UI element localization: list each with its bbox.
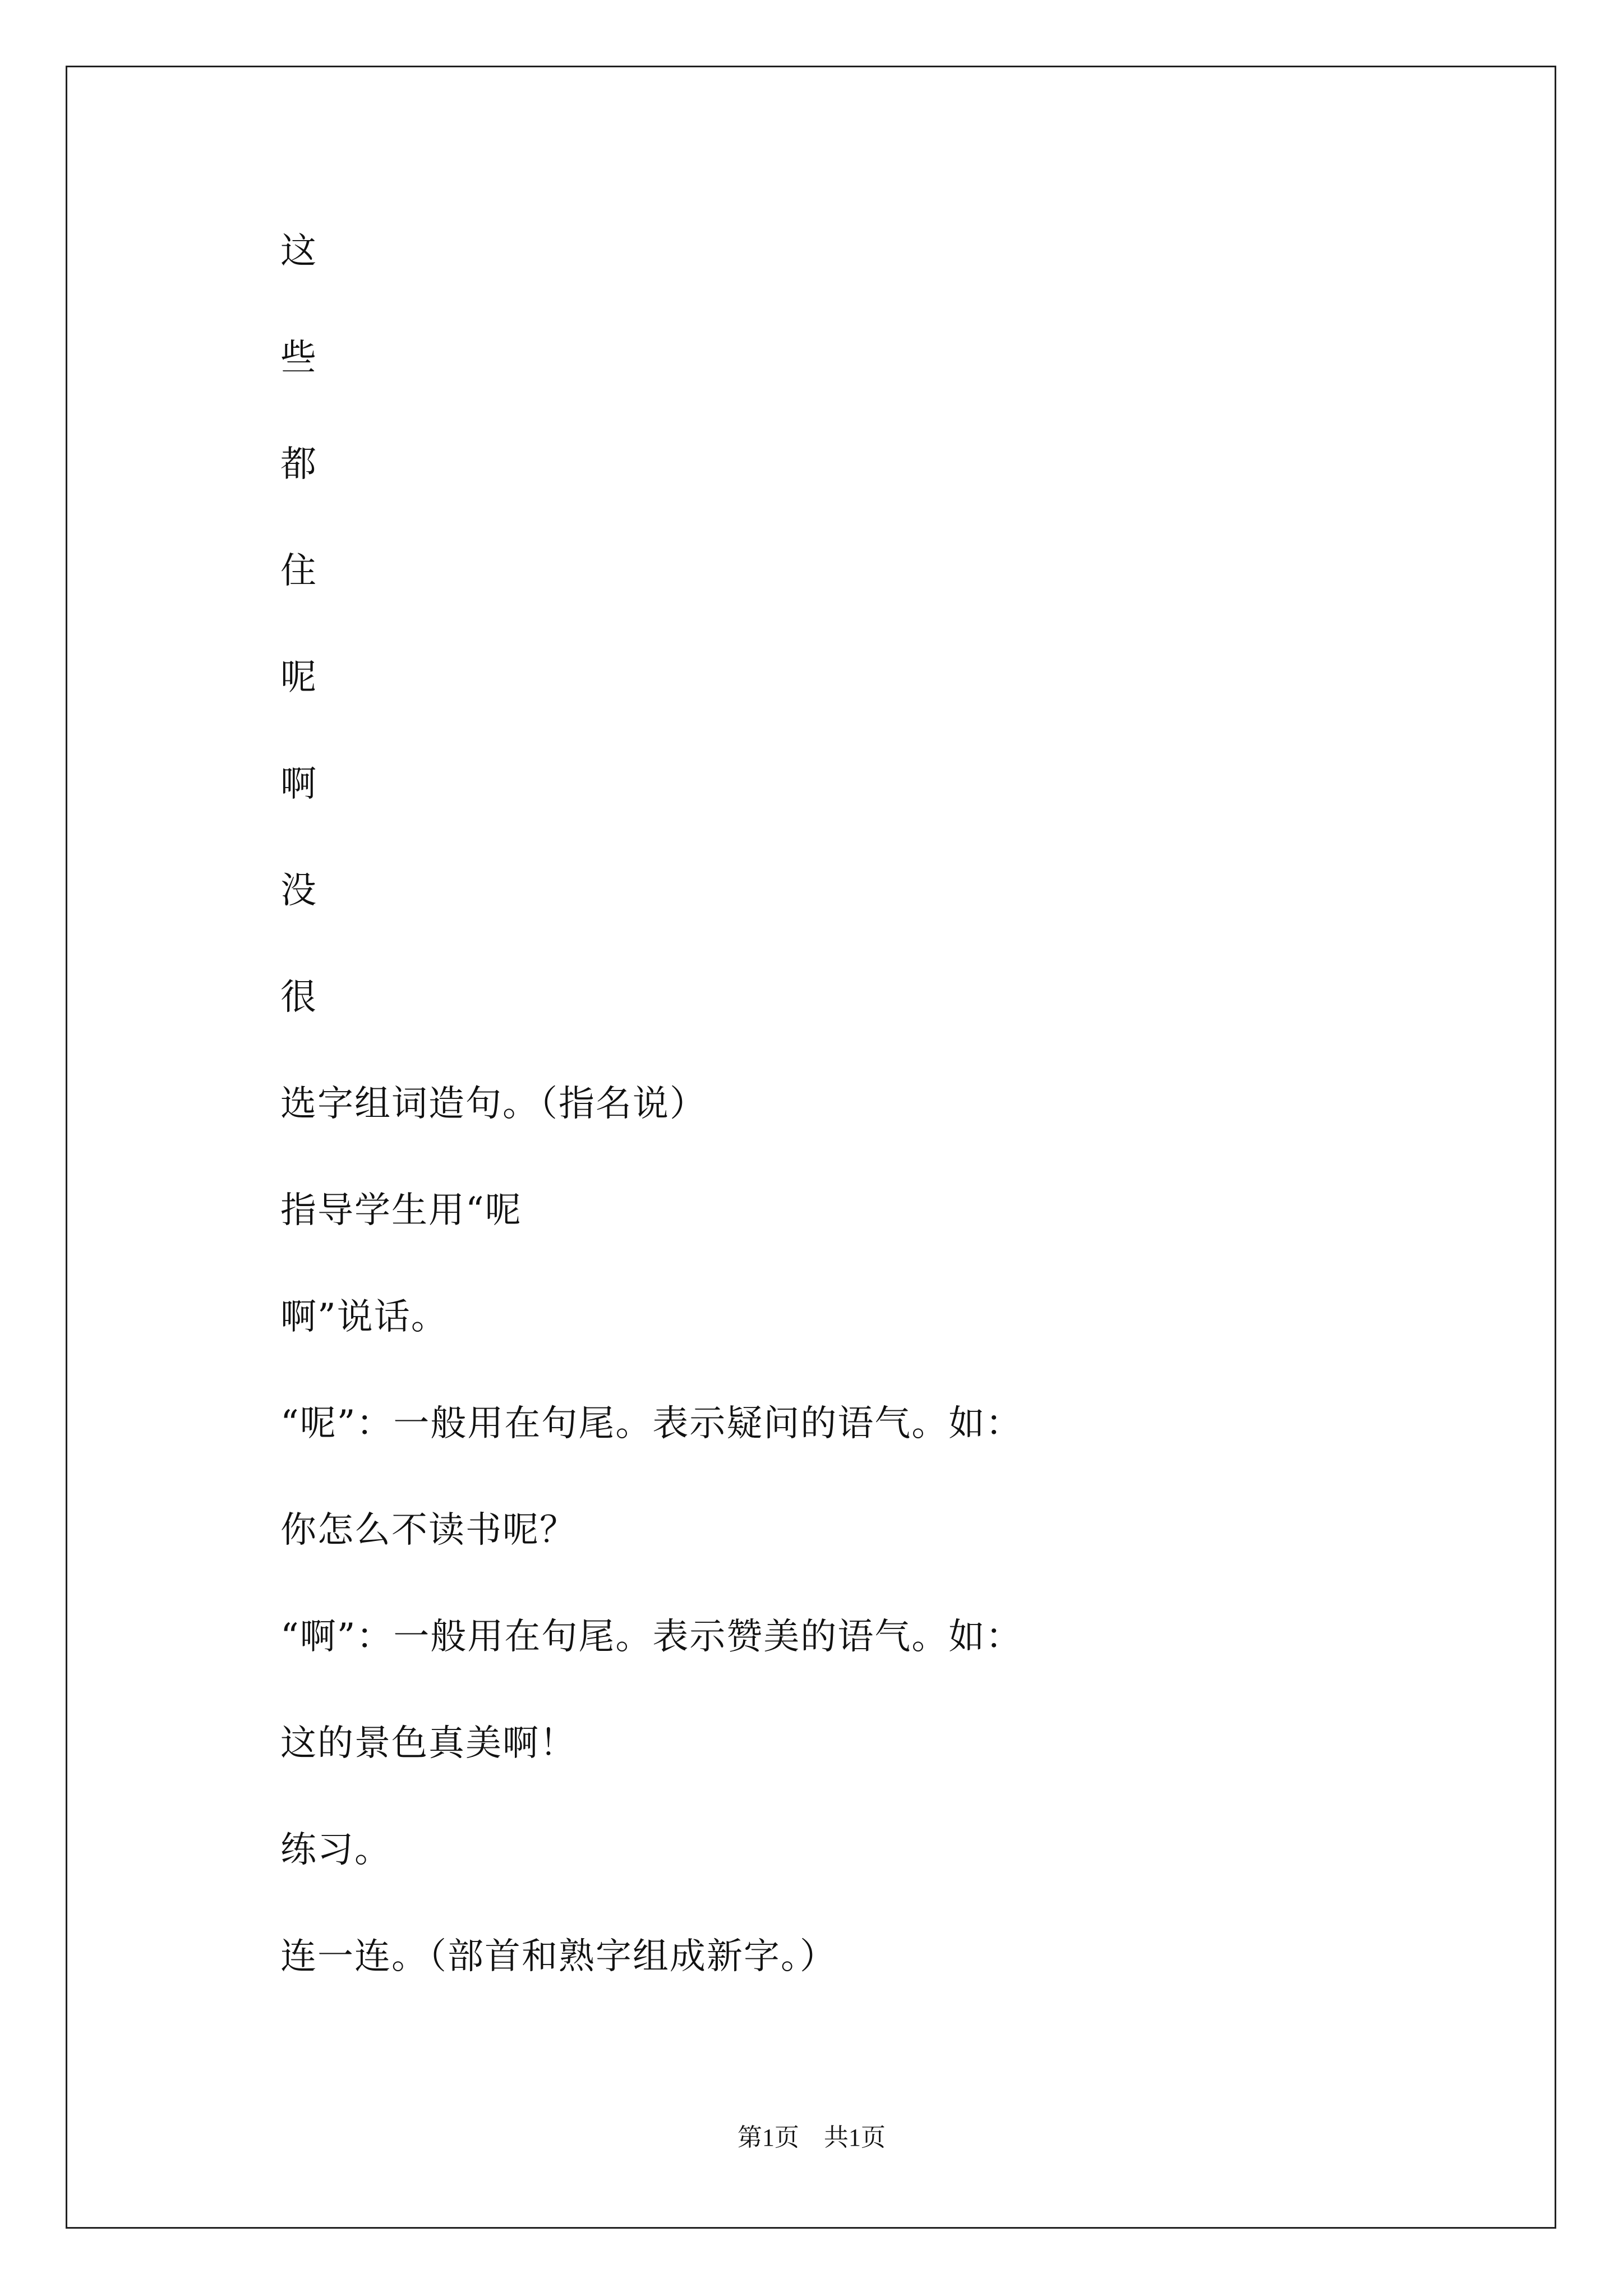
page-border xyxy=(66,66,1556,2229)
text-line-9: 选字组词造句。（指名说） xyxy=(280,1083,707,1125)
text-line-15: 这的景色真美啊！ xyxy=(280,1723,577,1764)
text-line-8: 很 xyxy=(280,977,317,1018)
text-line-11: 啊”说话。 xyxy=(280,1296,448,1338)
text-line-3: 都 xyxy=(280,444,317,485)
text-line-2: 些 xyxy=(280,337,317,379)
text-line-16: 练习。 xyxy=(280,1829,391,1871)
text-line-4: 住 xyxy=(280,550,317,592)
text-line-17: 连一连。（部首和熟字组成新字。） xyxy=(280,1936,837,1977)
text-line-14: “啊”：一般用在句尾。表示赞美的语气。如： xyxy=(280,1616,1023,1658)
text-line-10: 指导学生用“呢 xyxy=(280,1190,522,1231)
text-line-13: 你怎么不读书呢？ xyxy=(280,1510,577,1551)
text-line-5: 呢 xyxy=(280,657,317,698)
page-number-footer: 第1页 共1页 xyxy=(737,2124,886,2151)
text-line-7: 没 xyxy=(280,870,317,912)
text-line-1: 这 xyxy=(280,231,317,272)
text-line-12: “呢”：一般用在句尾。表示疑问的语气。如： xyxy=(280,1403,1023,1444)
text-line-6: 啊 xyxy=(280,763,317,805)
